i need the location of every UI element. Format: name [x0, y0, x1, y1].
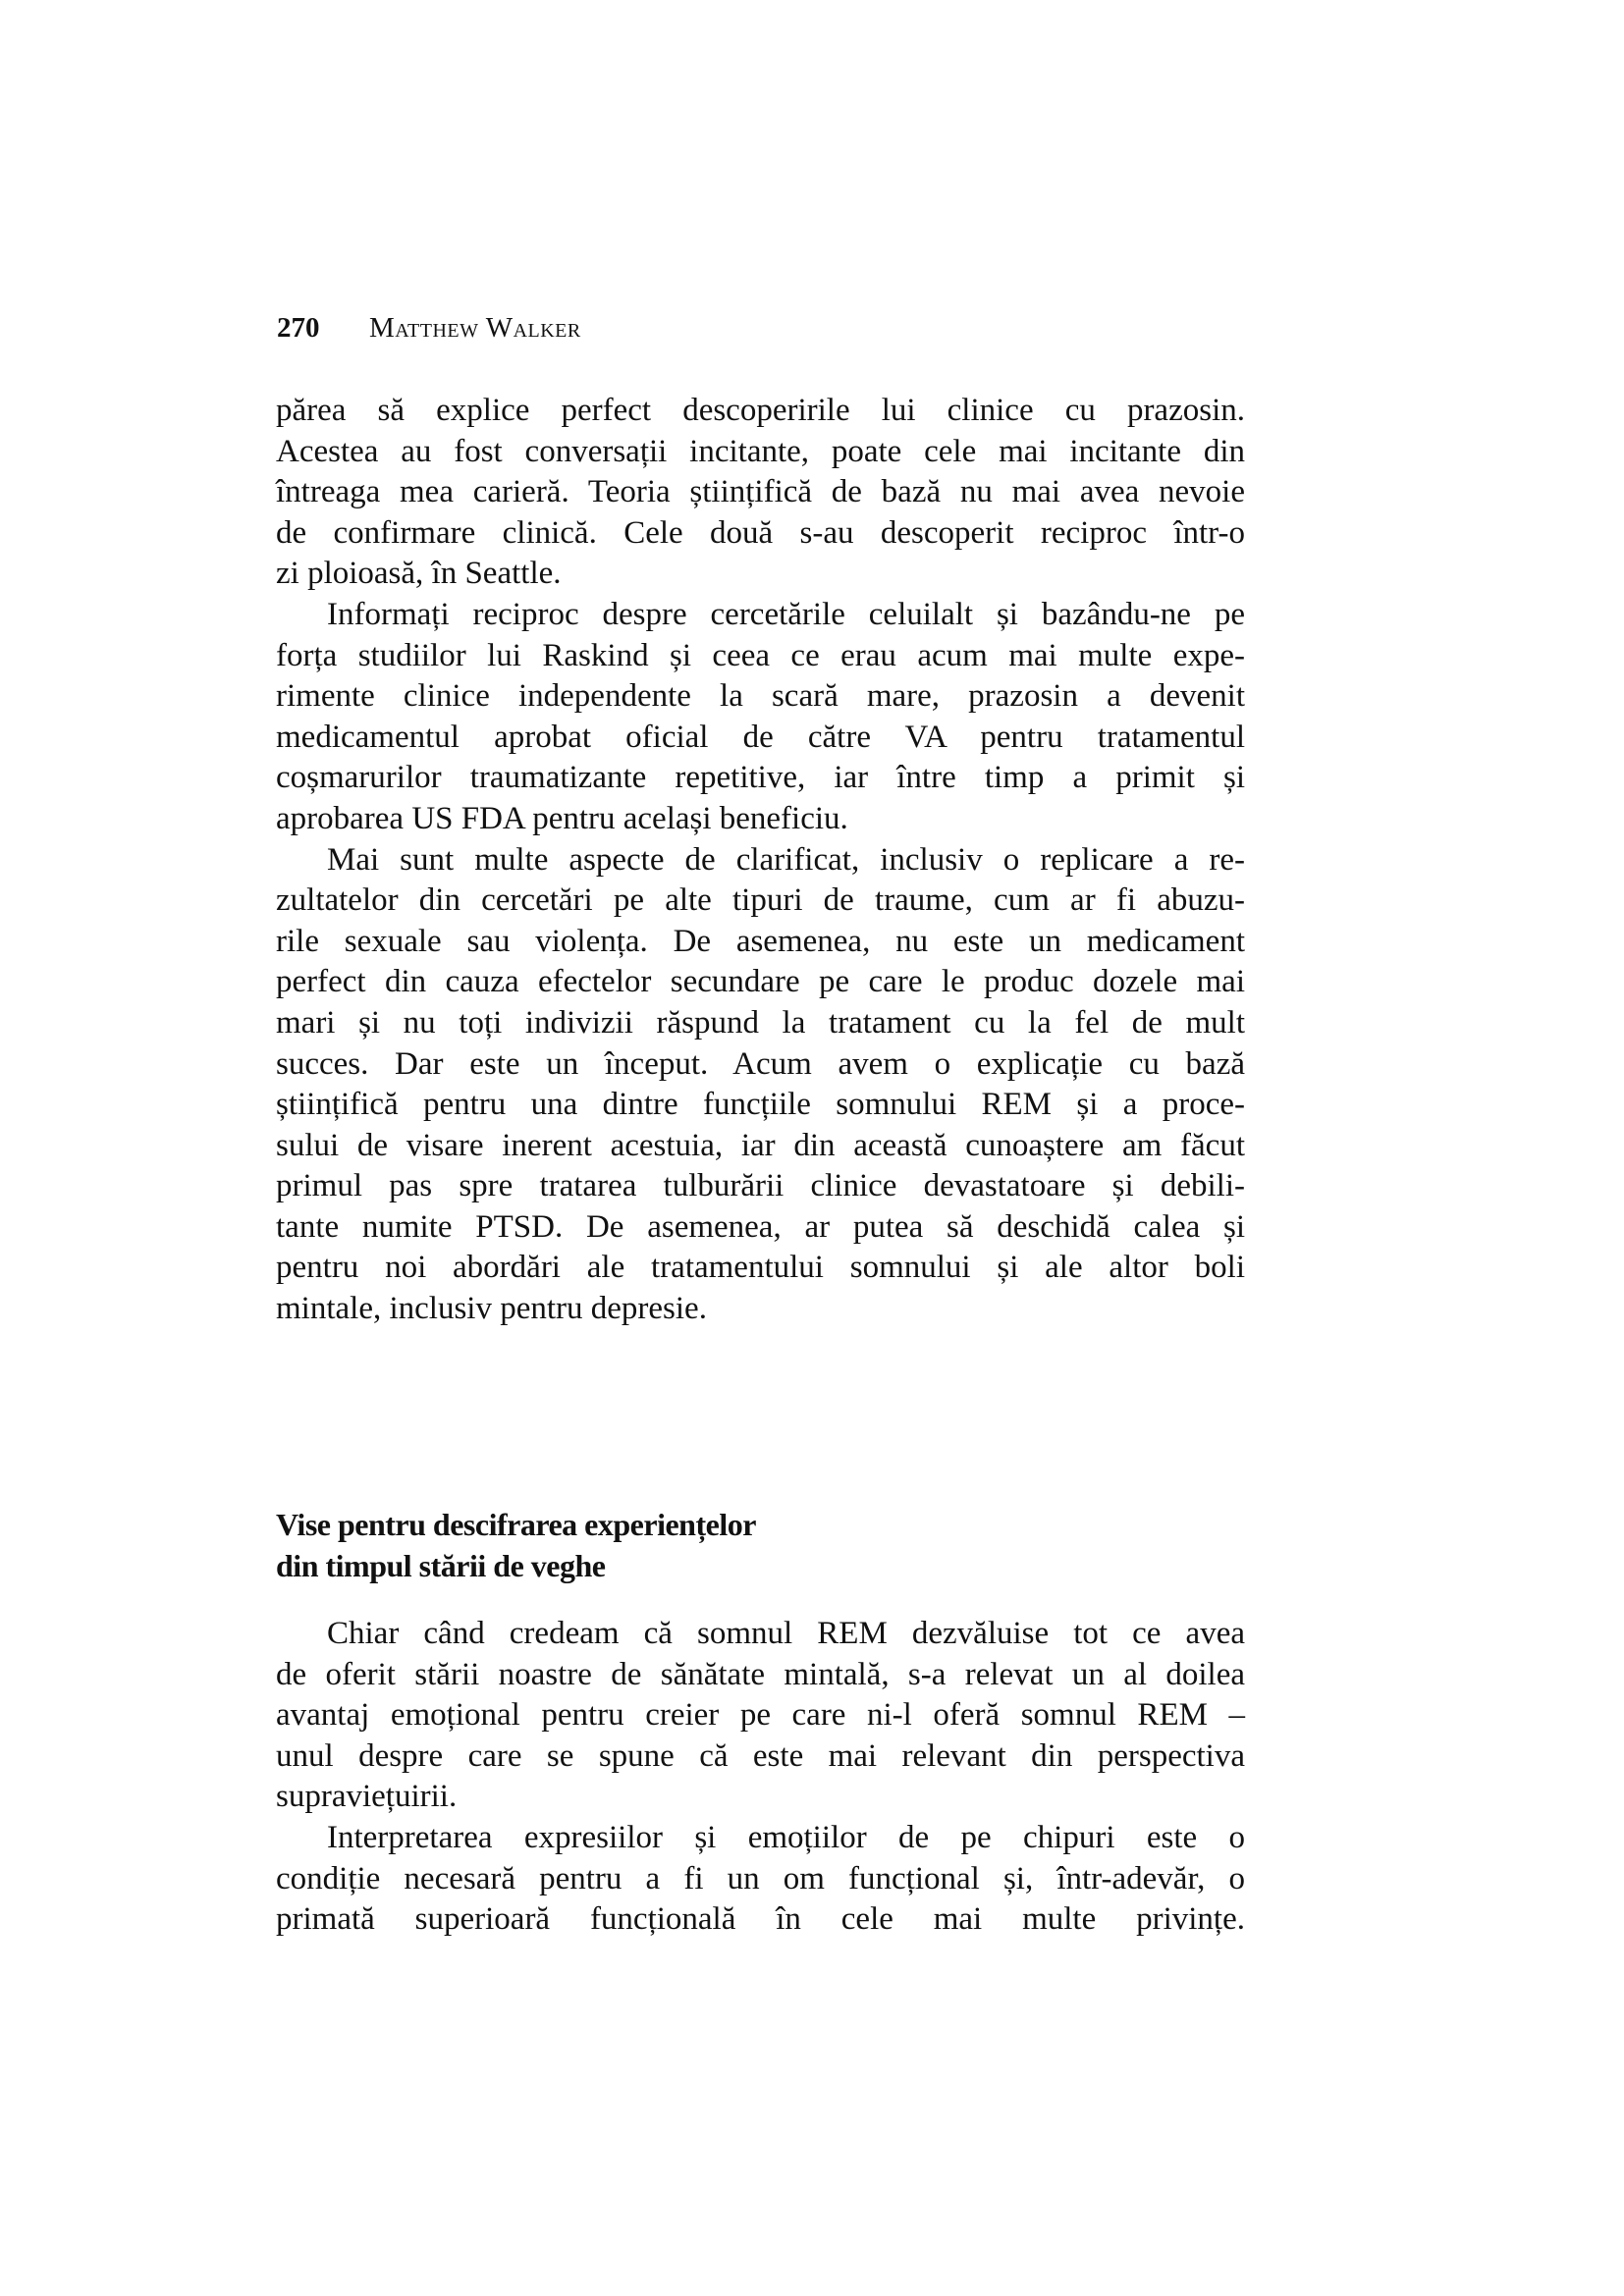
text-line: Chiar când credeam că somnul REM dezvăluise tot ce avea [327, 1616, 1245, 1651]
running-head [277, 312, 581, 345]
text-line: succes. Dar este un început. Acum avem o explicație cu bază [276, 1045, 1245, 1082]
text-line: sului de visare inerent acestuia, iar din această cunoaștere am făcut [276, 1127, 1245, 1163]
text-line: unul despre care se spune că este mai relevant din perspectiva [276, 1737, 1245, 1774]
text-line: științifică pentru una dintre funcțiile somnului REM și a proce- [276, 1087, 1245, 1123]
paragraph-4 [276, 1614, 1245, 1818]
text-line: zi ploioasă, în Seattle. [276, 556, 562, 592]
heading-line: din timpul stării de veghe [276, 1548, 606, 1583]
text-line: întreaga mea carieră. Teoria științifică de bază nu mai avea nevoie [276, 474, 1245, 510]
page-number: 270 [277, 312, 320, 344]
text-line: rimente clinice independente la scară mare, prazosin a devenit [276, 678, 1245, 715]
text-line: Informați reciproc despre cercetările celuilalt și bazându-ne pe [327, 596, 1245, 632]
text-line: Acestea au fost conversații incitante, poate cele mai incitante din [276, 433, 1245, 469]
text-line: perfect din cauza efectelor secundare pe care le produc dozele mai [276, 964, 1245, 1000]
body-section-1 [276, 391, 1245, 1330]
text-line: supraviețuirii. [276, 1779, 458, 1815]
author-name: Matthew Walker [369, 312, 581, 344]
body-section-2 [276, 1614, 1245, 1941]
text-line: aprobarea US FDA pentru același beneficiu. [276, 800, 848, 836]
text-line: coșmarurilor traumatizante repetitive, iar între timp a primit și [276, 760, 1245, 796]
paragraph-3 [276, 840, 1245, 1330]
text-line: avantaj emoțional pentru creier pe care ni-l oferă somnul REM – [276, 1697, 1245, 1734]
text-line: primul pas spre tratarea tulburării clinice devastatoare și debili- [276, 1168, 1245, 1204]
text-line: Mai sunt multe aspecte de clarificat, inclusiv o replicare a re- [327, 841, 1245, 878]
text-line: tante numite PTSD. De asemenea, ar putea să deschidă calea și [276, 1208, 1245, 1245]
text-line: rile sexuale sau violența. De asemenea, nu este un medicament [276, 923, 1245, 959]
heading-line: Vise pentru descifrarea experiențelor [276, 1507, 756, 1542]
text-line: părea să explice perfect descoperirile lui clinice cu prazosin. [276, 393, 1245, 428]
text-line: pentru noi abordări ale tratamentului somnului și ale altor boli [276, 1250, 1245, 1286]
text-line: de oferit stării noastre de sănătate mintală, s-a relevat un al doilea [276, 1656, 1245, 1692]
text-line: zultatelor din cercetări pe alte tipuri de traume, cum ar fi abuzu- [276, 882, 1245, 919]
text-line: Interpretarea expresiilor și emoțiilor de pe chipuri este o [327, 1819, 1245, 1855]
section-heading [276, 1504, 756, 1586]
text-line: forța studiilor lui Raskind și ceea ce erau acum mai multe expe- [276, 637, 1245, 673]
paragraph-5 [276, 1818, 1245, 1941]
paragraph-2 [276, 595, 1245, 840]
text-line: primată superioară funcțională în cele mai multe privințe. [276, 1901, 1245, 1938]
text-line: medicamentul aprobat oficial de către VA pentru tratamentul [276, 719, 1245, 755]
paragraph-1 [276, 391, 1245, 595]
text-line: de confirmare clinică. Cele două s-au descoperit reciproc într-o [276, 514, 1245, 551]
text-line: mari și nu toți indivizii răspund la tratament cu la fel de mult [276, 1004, 1245, 1041]
text-line: mintale, inclusiv pentru depresie. [276, 1291, 707, 1327]
text-line: condiție necesară pentru a fi un om funcțional și, într-adevăr, o [276, 1860, 1245, 1896]
